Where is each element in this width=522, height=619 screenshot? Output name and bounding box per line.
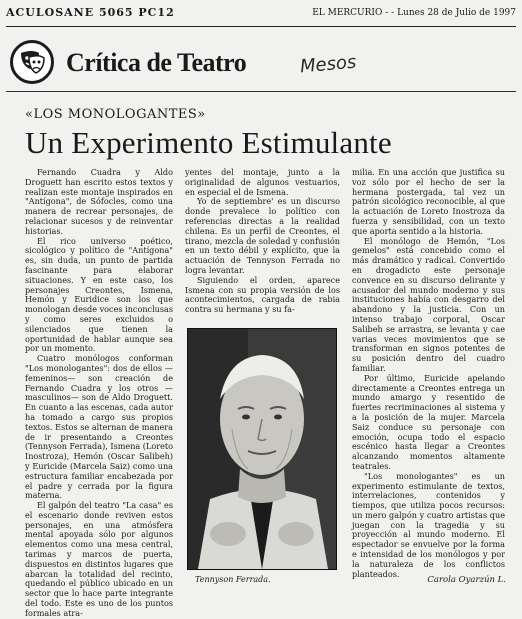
paragraph: "Los monologantes" es un experimento estimulante de textos, interrelaciones, contenidos y tiempos, que utiliza pocos recursos: un mero galpón y cuatro artistas que juegan con la tragedia y su proyección al mundo moderno. El espectador se envuelve por la forma e intensidad de los monólogos y por la naturaleza de los conflictos planteados. xyxy=(352,470,505,579)
photo-caption: Tennyson Ferrada. xyxy=(195,575,271,584)
theatre-masks-icon xyxy=(10,40,54,84)
paragraph: Siguiendo el orden, aparece Ismena con su propia versión de los acontecimientos, cargada de rabia contra su hermana y su fa- xyxy=(185,274,340,315)
paragraph: Cuatro monólogos conforman "Los monologantes": dos de ellos —femeninos— son creación de Fernando Cuadra y los otros —masculinos— son de Aldo Droguett. En cuanto a las escenas, cada autor ha tomado a cargo sus propios textos. Estos se alternan de manera de ir presentando a Creontes (Tennyson Ferrada), Ismena (Loreto Inostroza), Hemón (Oscar Salibeh) y Euricide (Marcela Saiz) como una estructura familiar encabezada por el padre y cerrada por la figura materna. xyxy=(25,353,173,501)
column-3 xyxy=(352,168,505,588)
handwritten-note: Mesos xyxy=(299,51,358,78)
top-rule xyxy=(6,26,516,27)
article-headline: Un Experimento Estimulante xyxy=(25,125,392,160)
paragraph: milia. En una acción que justifica su voz sólo por el hecho de ser la hermana postergada, tal vez un patrón sicológico reconocible, al que la actuación de Loreto Inostroza da fuerza y sensibilidad, con un texto que aporta sentido a la historia. xyxy=(352,167,505,236)
newspaper-name: EL MERCURIO xyxy=(312,8,383,18)
column-1 xyxy=(25,167,173,618)
archive-code: ACULOSANE 5065 PC12 xyxy=(6,6,175,19)
paragraph: El monólogo de Hemón, "Los gemelos" está concebido como el más dramático y radical. Convertido en drogadicto este personaje convence en su discurso delirante y acusador del mundo moderno y sus instituciones había con desgarro del abandono y la justicia. Con un intenso trabajo corporal, Oscar Salibeh se arrastra, se levanta y cae varias veces movimientos que se transforman en signos potentes de su posición dentro del cuadro familiar. xyxy=(352,235,505,373)
paragraph: Por último, Euricide apelando directamente a Creontes entrega un mundo amargo y resentido de fuertes recriminaciones al sistema y a la posición de la mujer. Marcela Saiz conduce su personaje con emoción, ocupa todo el espacio escénico hasta llegar a Creontes alcanzando momentos altamente teatrales. xyxy=(352,372,505,471)
masthead-separator: - - xyxy=(385,8,395,18)
author-byline: Carola Oyarzún L. xyxy=(427,575,506,585)
paragraph: El rico universo poético, sicológico y político de "Antígona" es, sin duda, un punto de partida fascinante para elaborar situaciones. Y en este caso, los personajes Creontes, Ismena, Hemón y Euridice son los que monologan desde voces inconclusas y como seres excluidos o silenciados que tienen la oportunidad de hablar aunque sea por un momento. xyxy=(25,235,173,354)
paragraph: yentes del montaje, junto a la originalidad de algunos vestuarios, en especial el de Ismena. xyxy=(185,167,340,197)
section-title: Crítica de Teatro xyxy=(66,48,247,77)
paragraph: Yo de septiembre' es un discurso donde prevalece lo político con referencias directas a la realidad chilena. Es un perfil de Creontes, el tirano, mezcla de soledad y confusión en un texto débil y explícito, que la actuación de Tennyson Ferrada no logra levantar. xyxy=(185,196,340,275)
publication-date: Lunes 28 de Julio de 1997 xyxy=(397,8,516,18)
paragraph: El galpón del teatro "La casa" es el escenario donde reviven estos personajes, en una atmósfera mental apoyada sólo por algunos elementos como una mesa central, tarimas y marcos de puerta, dispuestos en distintos lugares que abarcan la totalidad del recinto, quedando el público ubicado en un sector que lo hace parte integrante del todo. Este es uno de los puntos formales atra- xyxy=(25,500,173,618)
section-rule xyxy=(6,91,516,92)
masthead-line xyxy=(312,8,516,18)
column-2 xyxy=(185,168,340,328)
paragraph: Fernando Cuadra y Aldo Droguett han escrito estos textos y realizan este montaje inspirados en "Antígona", de Sófocles, como una manera de recrear personajes, de relacionar sucesos y de reinventar historias. xyxy=(25,167,173,236)
portrait-photo xyxy=(187,328,337,570)
article-kicker: «LOS MONOLOGANTES» xyxy=(25,107,206,122)
